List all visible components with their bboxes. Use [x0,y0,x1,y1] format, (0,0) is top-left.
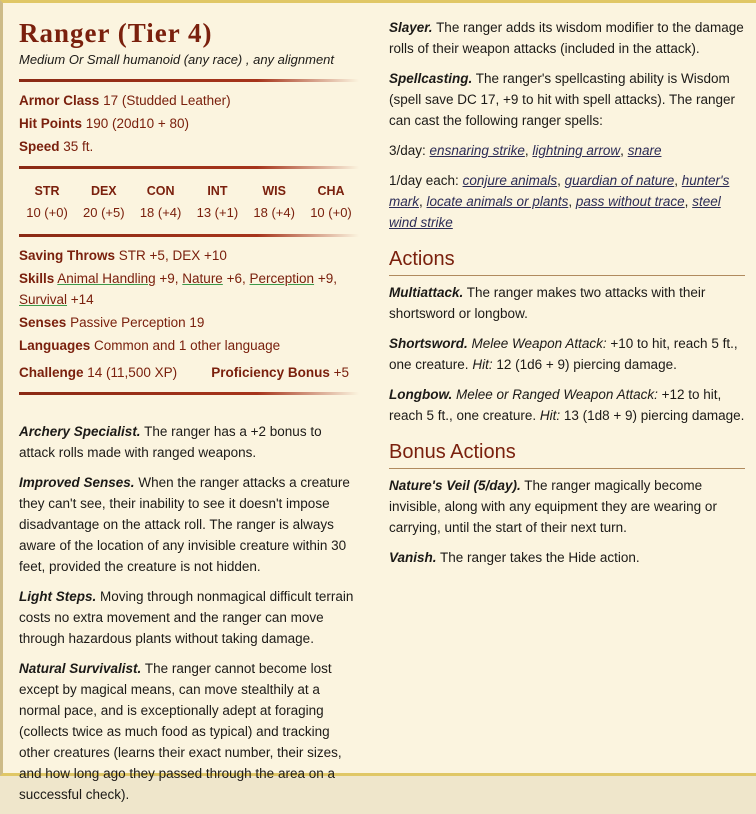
speed-line [19,136,359,157]
proficiency-group [211,362,349,383]
spell-link[interactable]: steel wind strike [389,194,721,230]
ability-wis [246,181,302,223]
challenge-group [19,362,177,383]
skill-bonus: +9, [159,271,179,286]
bonus-action-name: Nature's Veil (5/day). [389,478,521,493]
trait-text: The ranger cannot become lost except by magical means, can move stealthily at a normal pace, and is exceptionally adept at foraging (collects twice as much food as typical) and tracking other creatures (learns their exact number, their sizes, and how long ago they passed through the area on a successful check). [19,661,342,802]
action-multiattack [389,282,745,324]
saving-throws-line [19,245,359,266]
ability-int [189,181,245,223]
hit-points-value: 190 (20d10 + 80) [85,116,189,131]
trait-text: The ranger has a +2 bonus to attack rolls made with ranged weapons. [19,424,322,460]
challenge-value: 14 (11,500 XP) [87,365,178,380]
ability-name: INT [207,184,228,198]
skill-link-animal-handling[interactable]: Animal Handling [57,271,156,286]
trait-natural-survivalist [19,658,359,805]
ability-name: WIS [262,184,286,198]
languages-label: Languages [19,338,91,353]
skill-link-nature[interactable]: Nature [182,271,223,286]
bonus-action-vanish [389,547,745,568]
bonus-action-text: The ranger magically become invisible, along with any equipment they are wearing or carrying, until the start of their next turn. [389,478,717,535]
proficiency-value: +5 [333,365,349,380]
skills-line [19,268,359,310]
skill-bonus: +14 [70,292,94,307]
trait-spellcasting [389,68,745,131]
action-name: Multiattack. [389,285,464,300]
spell-link[interactable]: conjure animals [462,173,558,188]
ability-cha [303,181,359,223]
right-column [389,17,745,577]
spell-link[interactable]: ensnaring strike [429,143,525,158]
divider [19,234,359,237]
trait-text: When the ranger attacks a creature they can't see, their inability to see it doesn't impose disadvantage on the attack roll. The ranger is always aware of the location of any invisible creature within 30 feet, provided the creature is not hidden. [19,475,350,574]
hit-text: 13 (1d8 + 9) piercing damage. [563,408,745,423]
skills-label: Skills [19,271,55,286]
trait-name: Spellcasting. [389,71,473,86]
spell-link[interactable]: lightning arrow [532,143,621,158]
speed-value: 35 ft. [63,139,94,154]
challenge-row [19,362,349,383]
hit-label: Hit: [539,408,561,423]
senses-label: Senses [19,315,67,330]
trait-name: Archery Specialist. [19,424,141,439]
divider [19,79,359,82]
spell-list-3-day: 3/day: ensnaring strike, lightning arrow, snare [389,143,662,158]
ability-dex [76,181,132,223]
actions-heading: Actions [389,245,745,276]
hit-label: Hit: [472,357,493,372]
attack-type: Melee or Ranged Weapon Attack: [456,387,658,402]
skill-link-perception[interactable]: Perception [249,271,315,286]
speed-label: Speed [19,139,60,154]
trait-name: Light Steps. [19,589,97,604]
skill-bonus: +9, [317,271,337,286]
divider [19,166,359,169]
attack-text: +12 to hit, reach 5 ft., one creature. [389,387,722,423]
challenge-label: Challenge [19,365,84,380]
spell-link[interactable]: locate animals or plants [426,194,569,209]
action-shortsword [389,333,745,375]
ability-value: 20 (+5) [83,205,125,220]
languages-line [19,335,359,356]
trait-name: Slayer. [389,20,433,35]
armor-class-label: Armor Class [19,93,100,108]
trait-archery-specialist [19,421,359,463]
action-text: The ranger makes two attacks with their shortsword or longbow. [389,285,706,321]
trait-text: The ranger adds its wisdom modifier to the damage rolls of their weapon attacks (included in the attack). [389,20,744,56]
hit-points-label: Hit Points [19,116,82,131]
ability-str [19,181,75,223]
ability-value: 13 (+1) [196,205,239,220]
divider [19,392,359,395]
ability-value: 10 (+0) [310,205,352,220]
senses-value: Passive Perception 19 [70,315,205,330]
spell-list-1-day: 1/day each: conjure animals, guardian of nature, hunter's mark, locate animals or plants, pass without trace, steel wind strike [389,173,730,230]
trait-text: The ranger's spellcasting ability is Wisdom (spell save DC 17, +9 to hit with spell attacks). The ranger can cast the following ranger spells: [389,71,736,128]
hit-text: 12 (1d6 + 9) piercing damage. [496,357,677,372]
attack-text: +10 to hit, reach 5 ft., one creature. [389,336,738,372]
bonus-action-text: The ranger takes the Hide action. [440,550,640,565]
skill-bonus: +6, [226,271,246,286]
trait-name: Improved Senses. [19,475,135,490]
spell-link[interactable]: snare [627,143,662,158]
proficiency-label: Proficiency Bonus [211,365,330,380]
trait-text: Moving through nonmagical difficult terrain costs no extra movement and the ranger can move through hazardous plants without taking damage. [19,589,354,646]
spell-link[interactable]: guardian of nature [564,173,675,188]
languages-value: Common and 1 other language [94,338,281,353]
monster-title: Ranger (Tier 4) [19,18,213,48]
hit-points-line [19,113,359,134]
ability-value: 18 (+4) [139,205,182,220]
skill-link-survival[interactable]: Survival [19,292,68,307]
ability-con [133,181,189,223]
ability-name: DEX [90,184,117,198]
ability-value: 10 (+0) [26,205,68,220]
spell-frequency: 1/day each: [389,173,459,188]
action-name: Shortsword. [389,336,468,351]
saving-throws-label: Saving Throws [19,248,116,263]
monster-subtitle: Medium Or Small humanoid (any race) , any alignment [19,52,335,67]
trait-slayer [389,17,745,59]
senses-line [19,312,359,333]
ability-scores [19,177,359,225]
action-name: Longbow. [389,387,453,402]
trait-name: Natural Survivalist. [19,661,142,676]
ability-name: STR [34,184,60,198]
trait-improved-senses [19,472,359,577]
ability-name: CON [146,184,175,198]
armor-class-line [19,90,359,111]
spell-frequency: 3/day: [389,143,426,158]
attack-type: Melee Weapon Attack: [471,336,607,351]
bonus-action-natures-veil [389,475,745,538]
left-column [19,15,359,814]
spell-link[interactable]: hunter's mark [389,173,730,209]
armor-class-value: 17 (Studded Leather) [103,93,231,108]
trait-light-steps [19,586,359,649]
bonus-actions-heading: Bonus Actions [389,438,745,469]
ability-name: CHA [317,184,345,198]
bonus-action-name: Vanish. [389,550,437,565]
action-longbow [389,384,745,426]
spell-link[interactable]: pass without trace [575,194,685,209]
saving-throws-value: STR +5, DEX +10 [118,248,227,263]
ability-value: 18 (+4) [253,205,295,220]
